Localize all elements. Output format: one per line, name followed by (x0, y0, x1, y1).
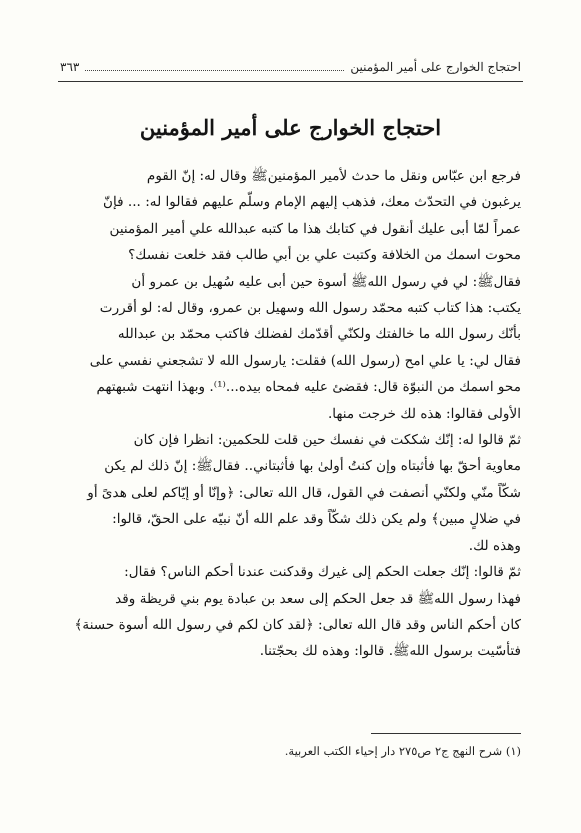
text-line: الأولى فقالوا: هذه لك خرجت منها. (327, 405, 521, 422)
text-line: فقالﷺ: لي في رسول اللهﷺ أسوة حين أبى عليه سُهيل بن عمرو أن (131, 273, 521, 290)
running-title: احتجاج الخوارج على أمير المؤمنين (350, 60, 521, 74)
leader-dots (85, 70, 344, 71)
chapter-title: احتجاج الخوارج على أمير المؤمنين (139, 115, 442, 140)
text-line: في ضلالٍ مبين﴾ ولم يكن ذلك شكّاً وقد علم الله أنّ نبيّه على الحقّ، قالوا: (112, 511, 521, 528)
text-line: فتأسّيت برسول اللهﷺ. قالوا: وهذه لك بحجّتنا. (259, 643, 521, 660)
header-rule (58, 81, 523, 82)
text-line: كان أحكم الناس وقد قال الله تعالى: ﴿لقد كان لكم في رسول الله أسوة حسنة﴾ (74, 616, 521, 633)
text-line: فقال لي: يا علي امح (رسول الله) فقلت: يارسول الله لا تشجعني نفسي على (89, 352, 521, 369)
text-line: شكّاً منّي ولكنّي أنصفت في القول، قال الله تعالى: ﴿وإنّا أو إيّاكم لعلى هدىً أو (87, 484, 521, 501)
text-line: فرجع ابن عبّاس ونقل ما حدث لأمير المؤمنينﷺ وقال له: إنّ القوم (146, 168, 521, 184)
text-line: معاوية أحقّ بها فأثبتاه وإن كنتُ أولىٰ بها فأثبتاني.. فقالﷺ: إنّ ذلك لم يكن (104, 458, 521, 475)
text-line: عمراً لمّا أبى عليك أنقول في كتابك هذا ما كتبه عبدالله علي أمير المؤمنين (109, 220, 521, 237)
body-text (60, 163, 521, 665)
text-line: فهذا رسول اللهﷺ قد جعل الحكم إلى سعد بن عبادة يوم بني قريظة وقد (115, 590, 521, 607)
text-line: ثمّ قالوا له: إنّك شككت في نفسك حين قلت للحكمين: انظرا فإن كان (133, 432, 521, 449)
text-line: يكتب: هذا كتاب كتبه محمّد رسول الله وسهيل بن عمرو، وقال له: لو أقررت (99, 300, 521, 317)
text-line: محو اسمك من النبوّة قال: فقضئ عليه فمحاه بيده...⁽¹⁾. وبهذا انتهت شبهتهم (96, 379, 521, 396)
text-line: يرغبون في التحدّث معك، فذهب إليهم الإمام وسلّم عليهم فقالوا له: ... فإنّ (102, 194, 521, 211)
footnote: (١) شرح النهج ج٢ ص٢٧٥ دار إحياء الكتب العربية. (284, 744, 521, 758)
running-header (60, 60, 521, 74)
text-line: بأنّك رسول الله ما خالفتك ولكنّي أقدّمك لفضلك فاكتب محمّد بن عبدالله (117, 326, 521, 343)
text-line: ثمّ قالوا: إنّك جعلت الحكم إلى غيرك وقدكنت عندنا أحكم الناس؟ فقال: (124, 564, 521, 581)
footnote-rule (371, 733, 521, 734)
page-number: ٣٦٣ (60, 60, 80, 74)
text-line: محوت اسمك من الخلافة وكتبت علي بن أبي طالب فقد خلعت نفسك؟ (128, 247, 521, 264)
text-line: وهذه لك. (468, 537, 521, 554)
